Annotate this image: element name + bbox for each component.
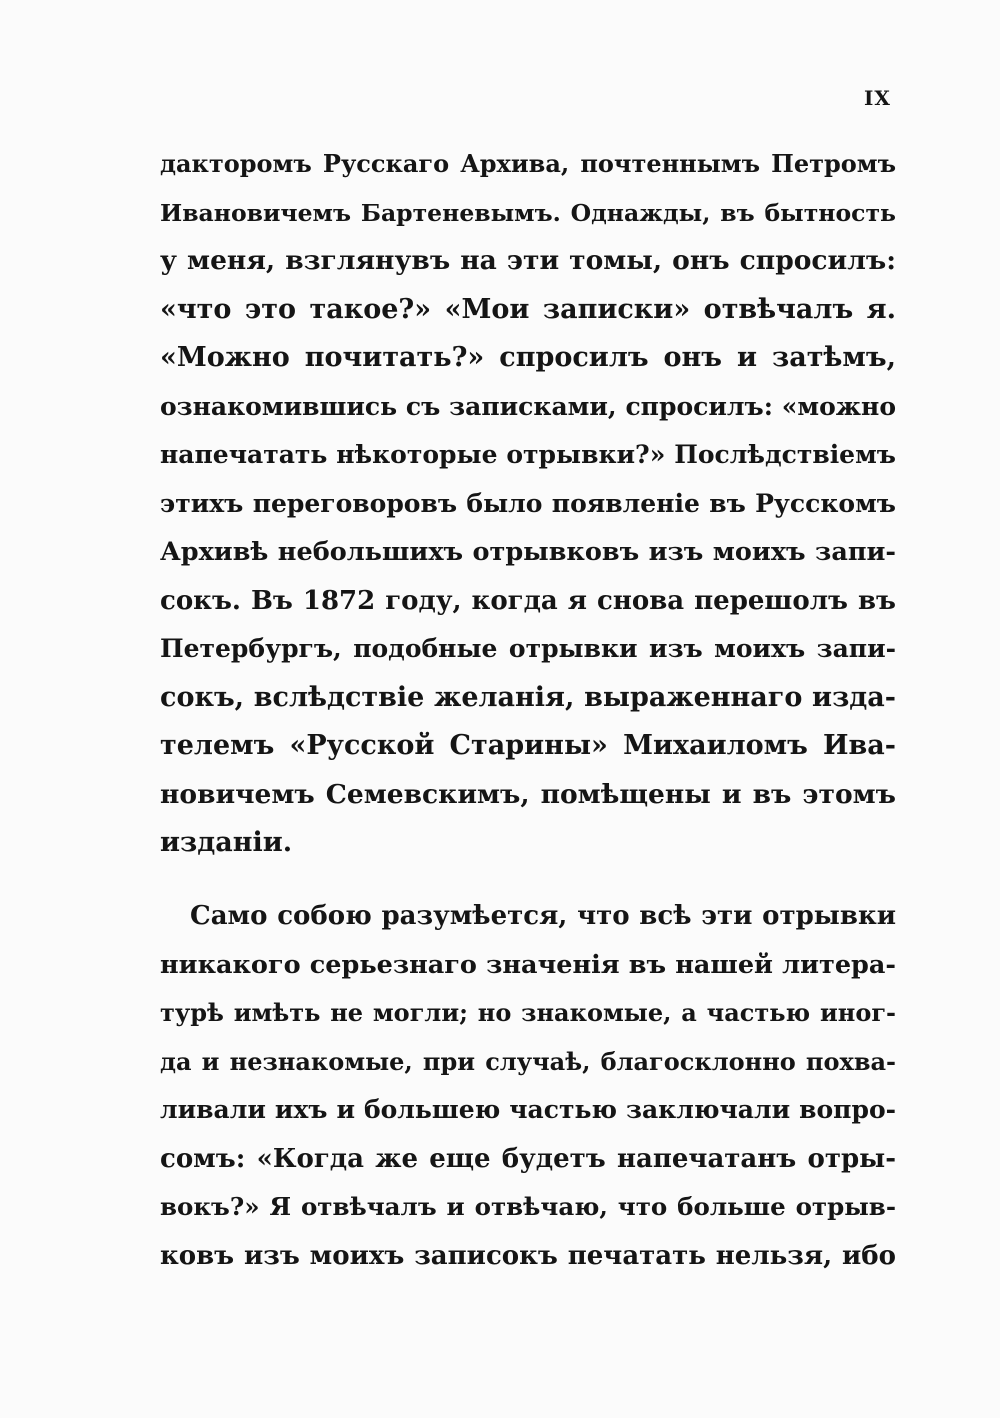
text-line: турѣ имѣть не могли; но знакомые, а частью иног- xyxy=(160,998,896,1027)
text-line: «Можно почитать?» спросилъ онъ и затѣмъ, xyxy=(160,342,896,373)
text-line: Само собою разумѣется, что всѣ эти отрывки xyxy=(190,901,896,931)
text-line: новичемъ Семевскимъ, помѣщены и въ этомъ xyxy=(160,778,896,810)
text-line: ковъ изъ моихъ записокъ печатать нельзя, ибо xyxy=(160,1240,896,1271)
text-line: Ивановичемъ Бартеневымъ. Однажды, въ бытность xyxy=(160,198,896,227)
text-line: ознакомившись съ записками, спросилъ: «можно xyxy=(160,391,896,421)
paragraph-1 xyxy=(160,140,896,868)
text-line: сомъ: «Когда же еще будетъ напечатанъ отры- xyxy=(160,1143,896,1174)
text-line: изданіи. xyxy=(160,827,293,858)
text-line: вокъ?» Я отвѣчалъ и отвѣчаю, что больше отрыв- xyxy=(160,1192,896,1221)
text-line: сокъ. Въ 1872 году, когда я снова перешолъ въ xyxy=(160,585,896,616)
text-line: напечатать нѣкоторые отрывки?» Послѣдствіемъ xyxy=(160,440,896,469)
text-line: дакторомъ Русскаго Архива, почтеннымъ Петромъ xyxy=(160,149,896,178)
text-line: «что это такое?» «Мои записки» отвѣчалъ я. xyxy=(160,293,896,325)
text-line: ливали ихъ и большею частью заключали вопро- xyxy=(160,1095,896,1124)
text-line: никакого серьезнаго значенія въ нашей литера- xyxy=(160,949,896,980)
text-line: этихъ переговоровъ было появленіе въ Русскомъ xyxy=(160,488,896,518)
text-line: у меня, взглянувъ на эти томы, онъ спросилъ: xyxy=(160,245,896,276)
text-line: Петербургъ, подобные отрывки изъ моихъ запи- xyxy=(160,634,896,663)
text-line: сокъ, вслѣдствіе желанія, выраженнаго изда- xyxy=(160,681,896,713)
page-number: IX xyxy=(864,86,891,110)
text-line: Архивѣ небольшихъ отрывковъ изъ моихъ запи- xyxy=(160,537,896,567)
text-line: телемъ «Русской Старины» Михаиломъ Ива- xyxy=(160,730,896,761)
paragraph-2 xyxy=(160,892,896,1280)
text-line: да и незнакомые, при случаѣ, благосклонно похва- xyxy=(160,1046,896,1076)
